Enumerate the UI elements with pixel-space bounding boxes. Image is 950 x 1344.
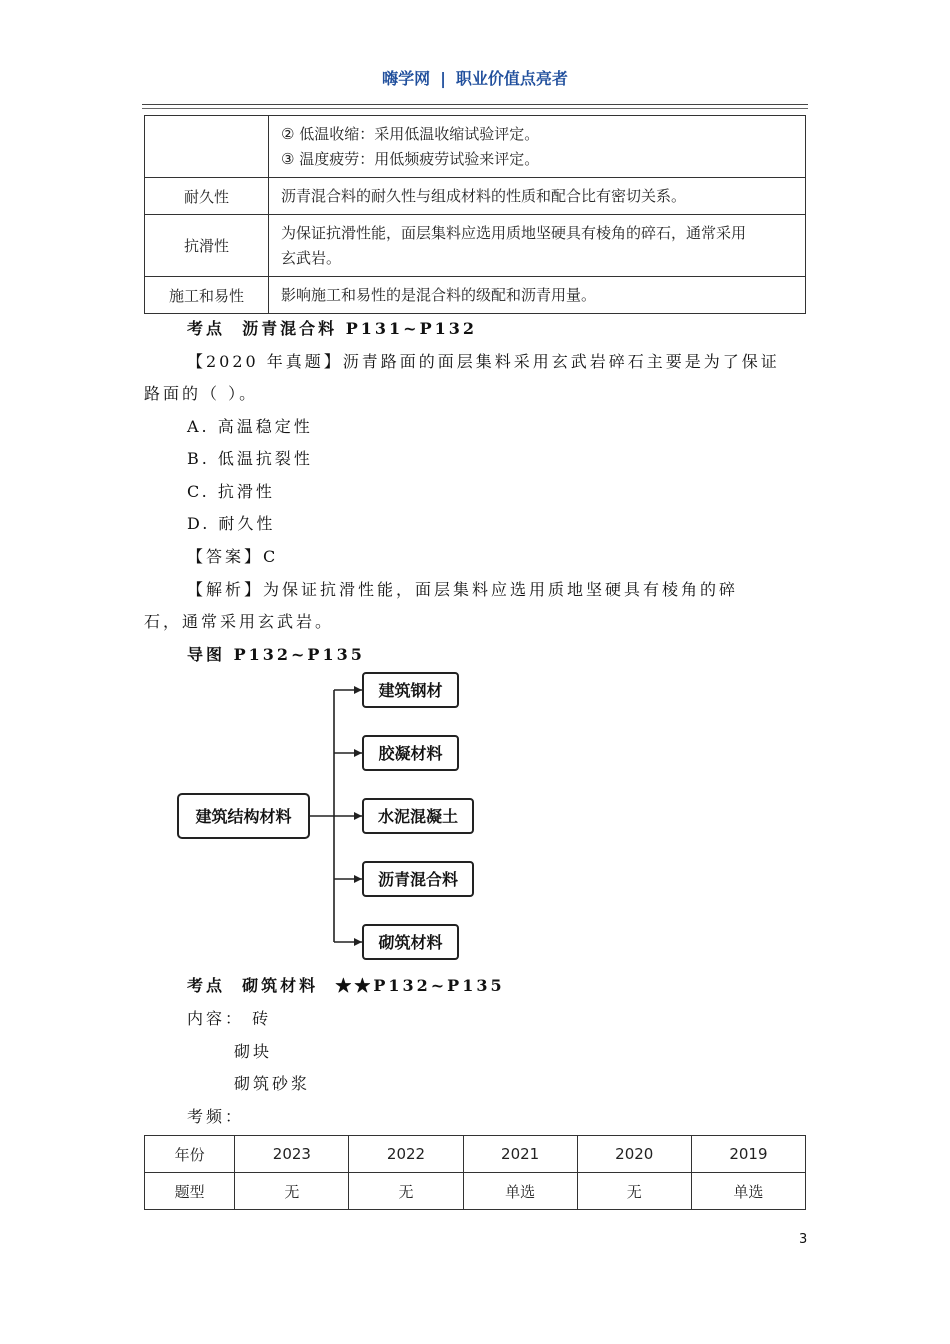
option-c: C. 抗滑性 <box>187 482 275 501</box>
content-item: 砌块 <box>234 1042 273 1061</box>
mindmap-node: 胶凝材料 <box>378 744 443 763</box>
answer: 【答案】C <box>187 547 279 566</box>
header-rule <box>142 104 808 105</box>
exam-frequency-table <box>144 1135 806 1210</box>
page-header <box>0 66 950 89</box>
header-separator: | <box>440 69 446 88</box>
arrow-head <box>354 749 362 757</box>
arrow-head <box>354 686 362 694</box>
question-line-1: 【2020 年真题】沥青路面的面层集料采用玄武岩碎石主要是为了保证 <box>187 352 780 371</box>
table-cell: 单选 <box>463 1173 577 1210</box>
table-row <box>145 215 806 277</box>
table-cell: 题型 <box>145 1173 235 1210</box>
table-cell: 2023 <box>235 1136 349 1173</box>
table-cell: 无 <box>349 1173 463 1210</box>
arrow-head <box>354 875 362 883</box>
table-row <box>145 277 806 314</box>
arrow-head <box>354 938 362 946</box>
header-rule-thin <box>142 108 808 109</box>
table-cell-value <box>269 178 806 215</box>
mindmap-diagram <box>170 670 490 970</box>
table-cell: 无 <box>577 1173 691 1210</box>
table-cell: 2020 <box>577 1136 691 1173</box>
mindmap-node: 水泥混凝土 <box>377 807 459 826</box>
analysis-line-2: 石，通常采用玄武岩。 <box>144 612 335 631</box>
table-row <box>145 1136 806 1173</box>
table-row <box>145 1173 806 1210</box>
mindmap-node: 砌筑材料 <box>378 933 443 952</box>
table-cell: 2021 <box>463 1136 577 1173</box>
kaodian-heading-masonry <box>187 973 505 996</box>
table-cell: 无 <box>235 1173 349 1210</box>
kaodian-topic: 砌筑材料 <box>242 976 319 995</box>
kaopin-label: 考频： <box>187 1107 245 1126</box>
question-line-2: 路面的（ ）。 <box>144 384 259 403</box>
option-a: A. 高温稳定性 <box>187 417 313 436</box>
option-b: B. 低温抗裂性 <box>187 449 313 468</box>
table-cell-key: 施工和易性 <box>145 277 269 314</box>
table-line: ③ 温度疲劳：用低频疲劳试验来评定。 <box>281 149 540 168</box>
table-cell-value <box>269 215 806 277</box>
table-cell-value <box>269 277 806 314</box>
page-number: 3 <box>799 1232 808 1247</box>
table-cell-key: 耐久性 <box>145 178 269 215</box>
asphalt-properties-table <box>144 115 806 314</box>
option-d: D. 耐久性 <box>187 514 276 533</box>
daotu-heading: 导图 P132~P135 <box>187 645 365 664</box>
table-line: ② 低温收缩：采用低温收缩试验评定。 <box>281 124 540 143</box>
table-line: 影响施工和易性的是混合料的级配和沥青用量。 <box>281 285 597 304</box>
mindmap-root: 建筑结构材料 <box>195 807 292 826</box>
kaodian-heading-asphalt <box>187 316 477 339</box>
content-item: 砖 <box>252 1009 272 1028</box>
kaodian-topic: 沥青混合料 P131~P132 <box>242 319 477 338</box>
content-line <box>187 1006 271 1029</box>
table-cell: 单选 <box>691 1173 805 1210</box>
kaodian-label: 考点 <box>187 976 226 995</box>
analysis-line-1: 【解析】为保证抗滑性能，面层集料应选用质地坚硬具有棱角的碎 <box>187 580 739 599</box>
content-item: 砌筑砂浆 <box>234 1074 311 1093</box>
arrow-head <box>354 812 362 820</box>
mindmap-node: 沥青混合料 <box>377 870 459 889</box>
table-line: 玄武岩。 <box>281 248 342 267</box>
kaodian-pages: P132~P135 <box>373 976 505 995</box>
table-row <box>145 178 806 215</box>
table-row <box>145 116 806 178</box>
table-cell: 年份 <box>145 1136 235 1173</box>
table-line: 沥青混合料的耐久性与组成材料的性质和配合比有密切关系。 <box>281 186 687 205</box>
site-slogan: 职业价值点亮者 <box>455 69 568 88</box>
table-cell-key: 抗滑性 <box>145 215 269 277</box>
table-cell: 2022 <box>349 1136 463 1173</box>
table-cell-key <box>145 116 269 178</box>
importance-stars: ★★ <box>335 976 374 995</box>
table-cell-value <box>269 116 806 178</box>
content-label: 内容： <box>187 1009 245 1028</box>
table-cell: 2019 <box>691 1136 805 1173</box>
kaodian-label: 考点 <box>187 319 226 338</box>
site-name: 嗨学网 <box>382 69 431 88</box>
mindmap-node: 建筑钢材 <box>378 681 443 700</box>
table-line: 为保证抗滑性能，面层集料应选用质地坚硬具有棱角的碎石，通常采用 <box>281 223 747 242</box>
